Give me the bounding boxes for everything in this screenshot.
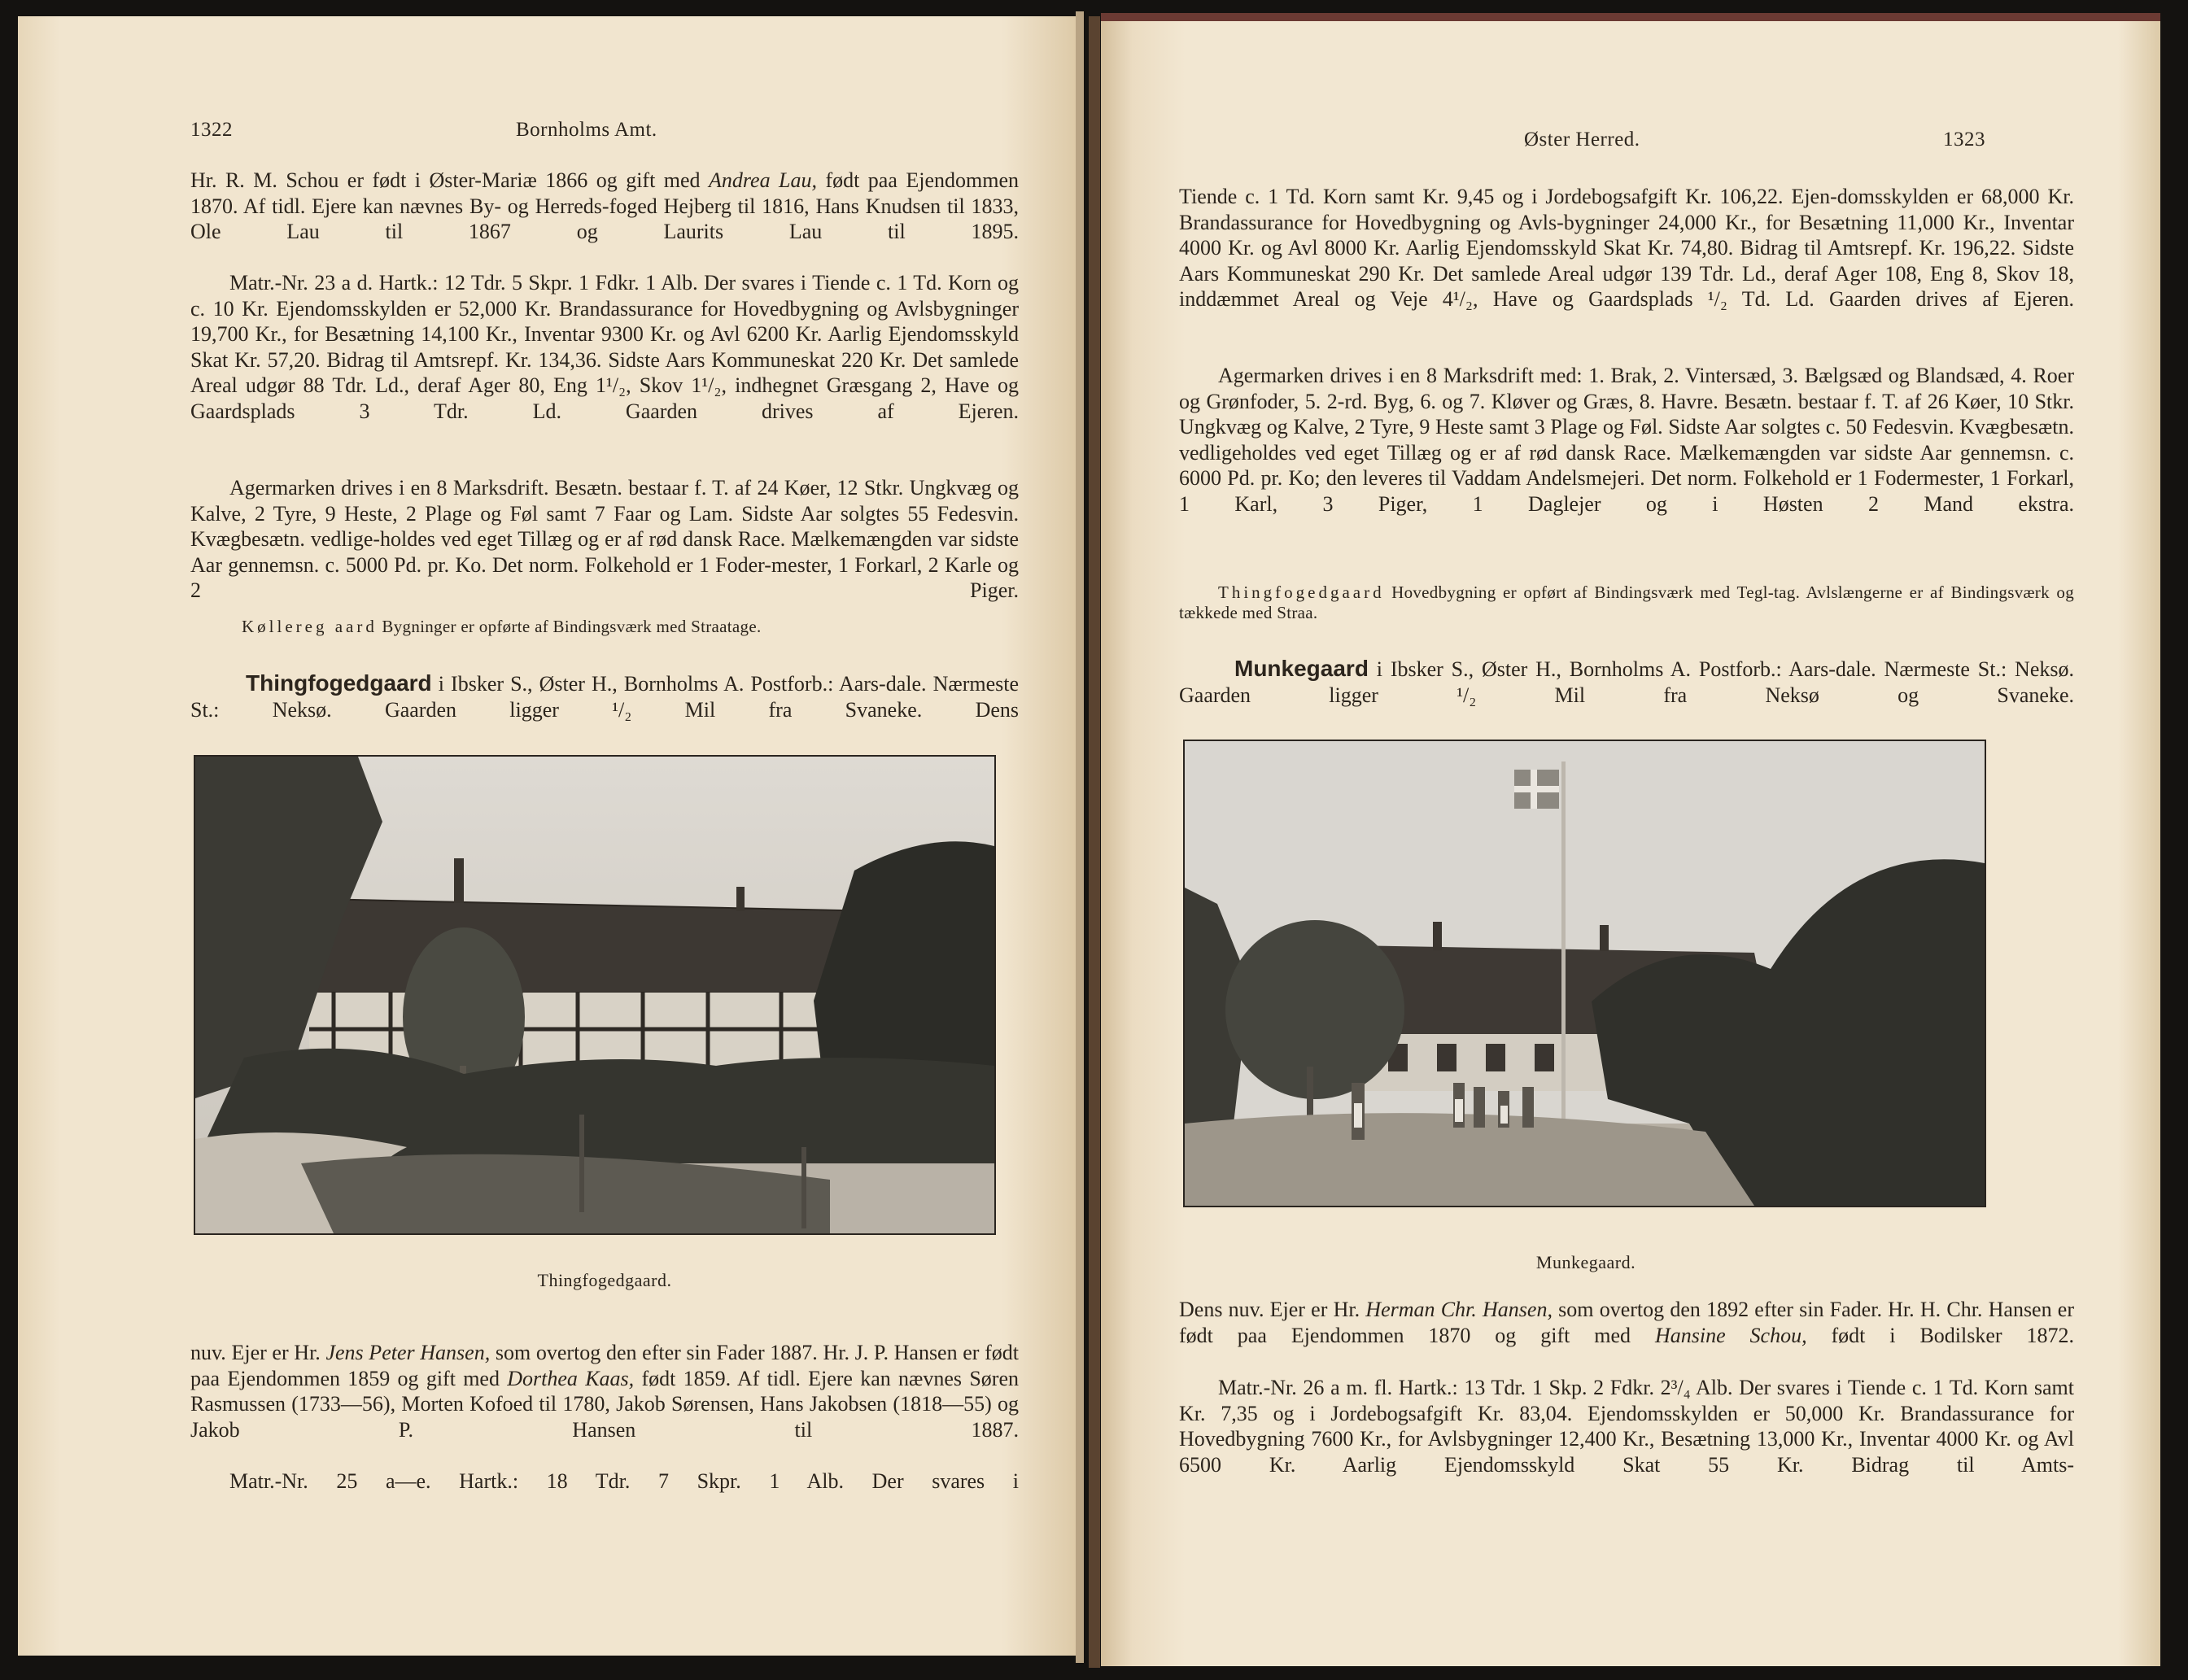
text-run: født 1859. Af tidl. Ejere kan nævnes Søren Rasmussen (1733—56), Morten Kofoed til 1780, Jakob Sørensen, Hans Jakobsen (1818—55) og Jakob P. Hansen til 1887. — [190, 1366, 1019, 1442]
text-run: Dens nuv. Ejer er Hr. — [1179, 1298, 1366, 1321]
italic-name: Hansine Schou, — [1654, 1323, 1807, 1347]
building-note — [1179, 583, 2074, 623]
italic-name: Jens Peter Hansen, — [325, 1341, 491, 1364]
entry-title: Munkegaard — [1234, 656, 1369, 681]
text-run: født paa Ejendommen 1870. Af tidl. Ejere kan nævnes By- og Herreds-foged Hejberg til 1816, Hans Knudsen til 1833, Ole Lau til 1867 og Laurits Lau til 1895. — [190, 168, 1019, 243]
paragraph-agermarken: Agermarken drives i en 8 Marksdrift. Besætn. bestaar f. T. af 24 Køer, 12 Stkr. Ungkvæg og Kalve, 2 Tyre, 9 Heste, 2 Plage og Føl samt 7 Faar og Lam. Sidste Aar solgtes 55 Fedesvin. Kvægbesætn. vedlige-holdes ved eget Tillæg og er af rød dansk Race. Mælkemængden var sidste Aar gennemsn. c. 5000 Pd. pr. Ko. Det norm. Folkehold er 1 Foder-mester, 1 Forkarl, 2 Karle og 2 Piger. — [190, 476, 1019, 602]
paragraph-schou — [190, 168, 1019, 245]
farmhouse-photo — [1185, 741, 1985, 1206]
paragraph-agermarken: Agermarken drives i en 8 Marksdrift med: 1. Brak, 2. Vintersæd, 3. Bælgsæd og Blandsæd, 4. Roer og Grønfoder, 5. 2-rd. Byg, 6. og 7. Kløver og Græs, 8. Havre. Besætn. bestaar f. T. af 26 Køer, 10 Stkr. Ungkvæg og Kalve, 2 Tyre, 9 Heste samt 3 Plage og Føl. Sidste Aar solgtes c. 50 Fedesvin. Kvægbesætn. vedligeholdes ved eget Tillæg og er af rød dansk Race. Mælkemængden var sidste Aar gennemsn. c. 6000 Pd. pr. Ko; den leveres til Vaddam Andelsmejeri. Det norm. Folkehold er 1 Fodermester, 1 Forkarl, 1 Karl, 3 Piger, 1 Daglejer og i Høsten 2 Mand ekstra. — [1179, 364, 2074, 516]
page-number: 1322 — [190, 119, 233, 141]
text-run: som overtog den efter sin Fader 1887. Hr. J. P. Hansen er født paa Ejendommen 1859 og gift med — [190, 1341, 1019, 1390]
running-head: Bornholms Amt. — [516, 119, 657, 141]
photo-caption: Munkegaard. — [1535, 1252, 1636, 1272]
paragraph-matr-25: Matr.-Nr. 25 a—e. Hartk.: 18 Tdr. 7 Skpr. 1 Alb. Der svares i — [229, 1469, 1019, 1493]
italic-name: Dorthea Kaas, — [507, 1366, 635, 1390]
text-run: Hovedbygning er opført af Bindingsværk med Tegl-tag. Avlslængerne er af Bindingsværk og tækkede med Straa. — [1179, 583, 2074, 622]
text-run: nuv. Ejer er Hr. — [190, 1341, 326, 1364]
spaced-name: Thingfogedgaard — [1218, 583, 1385, 602]
paragraph-herman — [1179, 1297, 2074, 1348]
text-run: som overtog den 1892 efter sin Fader. Hr. H. Chr. Hansen er født paa Ejendommen 1870 og gift med — [1179, 1298, 2075, 1347]
book-gutter-right — [1089, 16, 1100, 1668]
photo-thingfogedgaard — [194, 755, 996, 1235]
entry-title: Thingfogedgaard — [246, 670, 432, 696]
paragraph-jens-peter — [190, 1340, 1019, 1442]
left-page — [18, 16, 1076, 1656]
farmhouse-photo — [195, 757, 994, 1233]
text-run: Bygninger er opførte af Bindingsværk med Straatage. — [377, 617, 762, 636]
book-gutter-left — [1076, 11, 1084, 1663]
text-run: i Ibsker S., Øster H., Bornholms A. Postforb.: Aars-dale. Nærmeste St.: Neksø. Gaarden ligger ¹/₂ Mil fra Svaneke. Dens — [190, 672, 1019, 722]
paragraph-matr-23: Matr.-Nr. 23 a d. Hartk.: 12 Tdr. 5 Skpr. 1 Fdkr. 1 Alb. Der svares i Tiende c. 1 Td. Korn og c. 10 Kr. Ejendomsskylden er 52,000 Kr. Brandassurance for Hovedbygning og Avlsbygninger 19,700 Kr., for Besætning 14,100 Kr., Inventar 9300 Kr. og Avl 6200 Kr. Aarlig Ejendomsskyld Skat Kr. 57,20. Bidrag til Amtsrepf. Kr. 134,36. Sidste Aars Kommuneskat 220 Kr. Det samlede Areal udgør 88 Tdr. Ld., deraf Ager 80, Eng 1¹/₂, Skov 1¹/₂, indhegnet Græsgang 2, Have og Gaardsplads 3 Tdr. Ld. Gaarden drives af Ejeren. — [190, 271, 1019, 423]
paragraph-matr-26: Matr.-Nr. 26 a m. fl. Hartk.: 13 Tdr. 1 Skp. 2 Fdkr. 2³/₄ Alb. Der svares i Tiende c. 1 Td. Korn samt Kr. 7,35 og i Jordebogsafgift Kr. 83,04. Ejendomsskylden er 50,000 Kr. Brandassurance for Hovedbygning 7600 Kr., for Avlsbygninger 12,400 Kr., Besætning 13,000 Kr., Inventar 4000 Kr. og Avl 6500 Kr. Aarlig Ejendomsskyld Skat 55 Kr. Bidrag til Amts- — [1179, 1376, 2074, 1477]
spaced-name: Køllereg aard — [242, 617, 378, 636]
building-note — [242, 617, 1019, 637]
paragraph-tiende: Tiende c. 1 Td. Korn samt Kr. 9,45 og i Jordebogsafgift Kr. 106,22. Ejen-domsskylden er 68,000 Kr. Brandassurance for Hovedbygning og Avls-bygninger 24,000 Kr., for Besætning 11,000 Kr., Inventar 4000 Kr. og Avl 8000 Kr. Aarlig Ejendomsskyld Skat Kr. 74,80. Bidrag til Amtsrepf. Kr. 196,22. Sidste Aars Kommuneskat 290 Kr. Det samlede Areal udgør 139 Tdr. Ld., deraf Ager 108, Eng 8, Skov 18, inddæmmet Areal og Veje 4¹/₂, Have og Gaardsplads ¹/₂ Td. Ld. Gaarden drives af Ejeren. — [1179, 185, 2074, 311]
text-run: i Ibsker S., Øster H., Bornholms A. Postforb.: Aars-dale. Nærmeste St.: Neksø. Gaarden ligger ¹/₂ Mil fra Neksø og Svaneke. — [1179, 657, 2074, 707]
entry-munkegaard — [1179, 656, 2074, 708]
running-head: Øster Herred. — [1524, 129, 1640, 151]
italic-name: Andrea Lau, — [709, 168, 817, 192]
italic-name: Herman Chr. Hansen, — [1365, 1298, 1553, 1321]
text-run: født i Bodilsker 1872. — [1806, 1323, 2074, 1347]
photo-munkegaard — [1183, 740, 1986, 1207]
entry-thingfogedgaard — [190, 670, 1019, 722]
photo-caption: Thingfogedgaard. — [537, 1270, 672, 1290]
text-run: Hr. R. M. Schou er født i Øster-Mariæ 1866 og gift med — [190, 168, 709, 192]
right-page — [1101, 21, 2160, 1666]
page-number: 1323 — [1943, 129, 1985, 151]
